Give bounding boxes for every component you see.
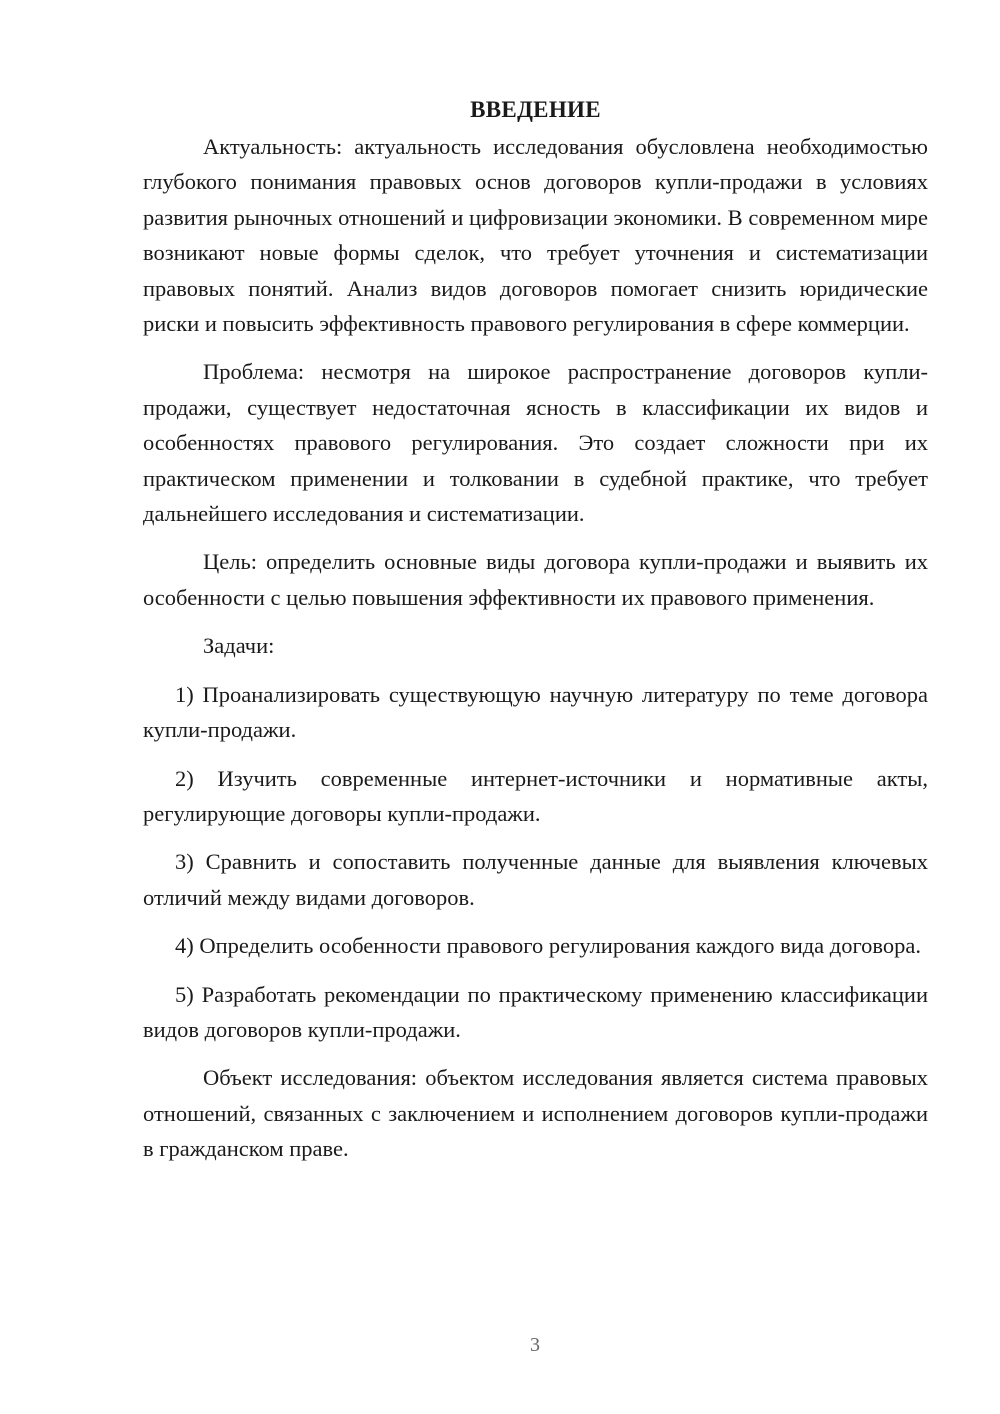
tasks-label: Задачи:: [203, 633, 275, 659]
paragraph-problem: Проблема: несмотря на широкое распространение договоров купли-продажи, существует недостаточная ясность в классификации их видов и особенностях правового регулирования. Это создает сложности при их практическом применении и толковании в судебной практике, что требует дальнейшего исследования и систематизации.: [143, 359, 928, 527]
paragraph-relevance: Актуальность: актуальность исследования обусловлена необходимостью глубокого понимания правовых основ договоров купли-продажи в условиях развития рыночных отношений и цифровизации экономики. В современном мире возникают новые формы сделок, что требует уточнения и систематизации правовых понятий. Анализ видов договоров помогает снизить юридические риски и повысить эффективность правового регулирования в сфере коммерции.: [143, 134, 928, 337]
paragraph-object: Объект исследования: объектом исследования является система правовых отношений, связанных с заключением и исполнением договоров купли-продажи в гражданском праве.: [143, 1065, 928, 1162]
task-item-5: 5) Разработать рекомендации по практическому применению классификации видов договоров купли-продажи.: [143, 981, 928, 1042]
page-number: 3: [530, 1334, 540, 1356]
page-title: ВВЕДЕНИЕ: [470, 97, 601, 122]
task-item-1: 1) Проанализировать существующую научную литературу по теме договора купли-продажи.: [143, 681, 928, 743]
paragraph-goal: Цель: определить основные виды договора купли-продажи и выявить их особенности с целью повышения эффективности их правового применения.: [143, 549, 928, 610]
document-page: [143, 92, 928, 1180]
task-item-3: 3) Сравнить и сопоставить полученные данные для выявления ключевых отличий между видами договоров.: [143, 849, 928, 910]
task-item-2: 2) Изучить современные интернет-источники и нормативные акты, регулирующие договоры купли-продажи.: [143, 765, 928, 826]
task-item-4: 4) Определить особенности правового регулирования каждого вида договора.: [175, 933, 921, 959]
